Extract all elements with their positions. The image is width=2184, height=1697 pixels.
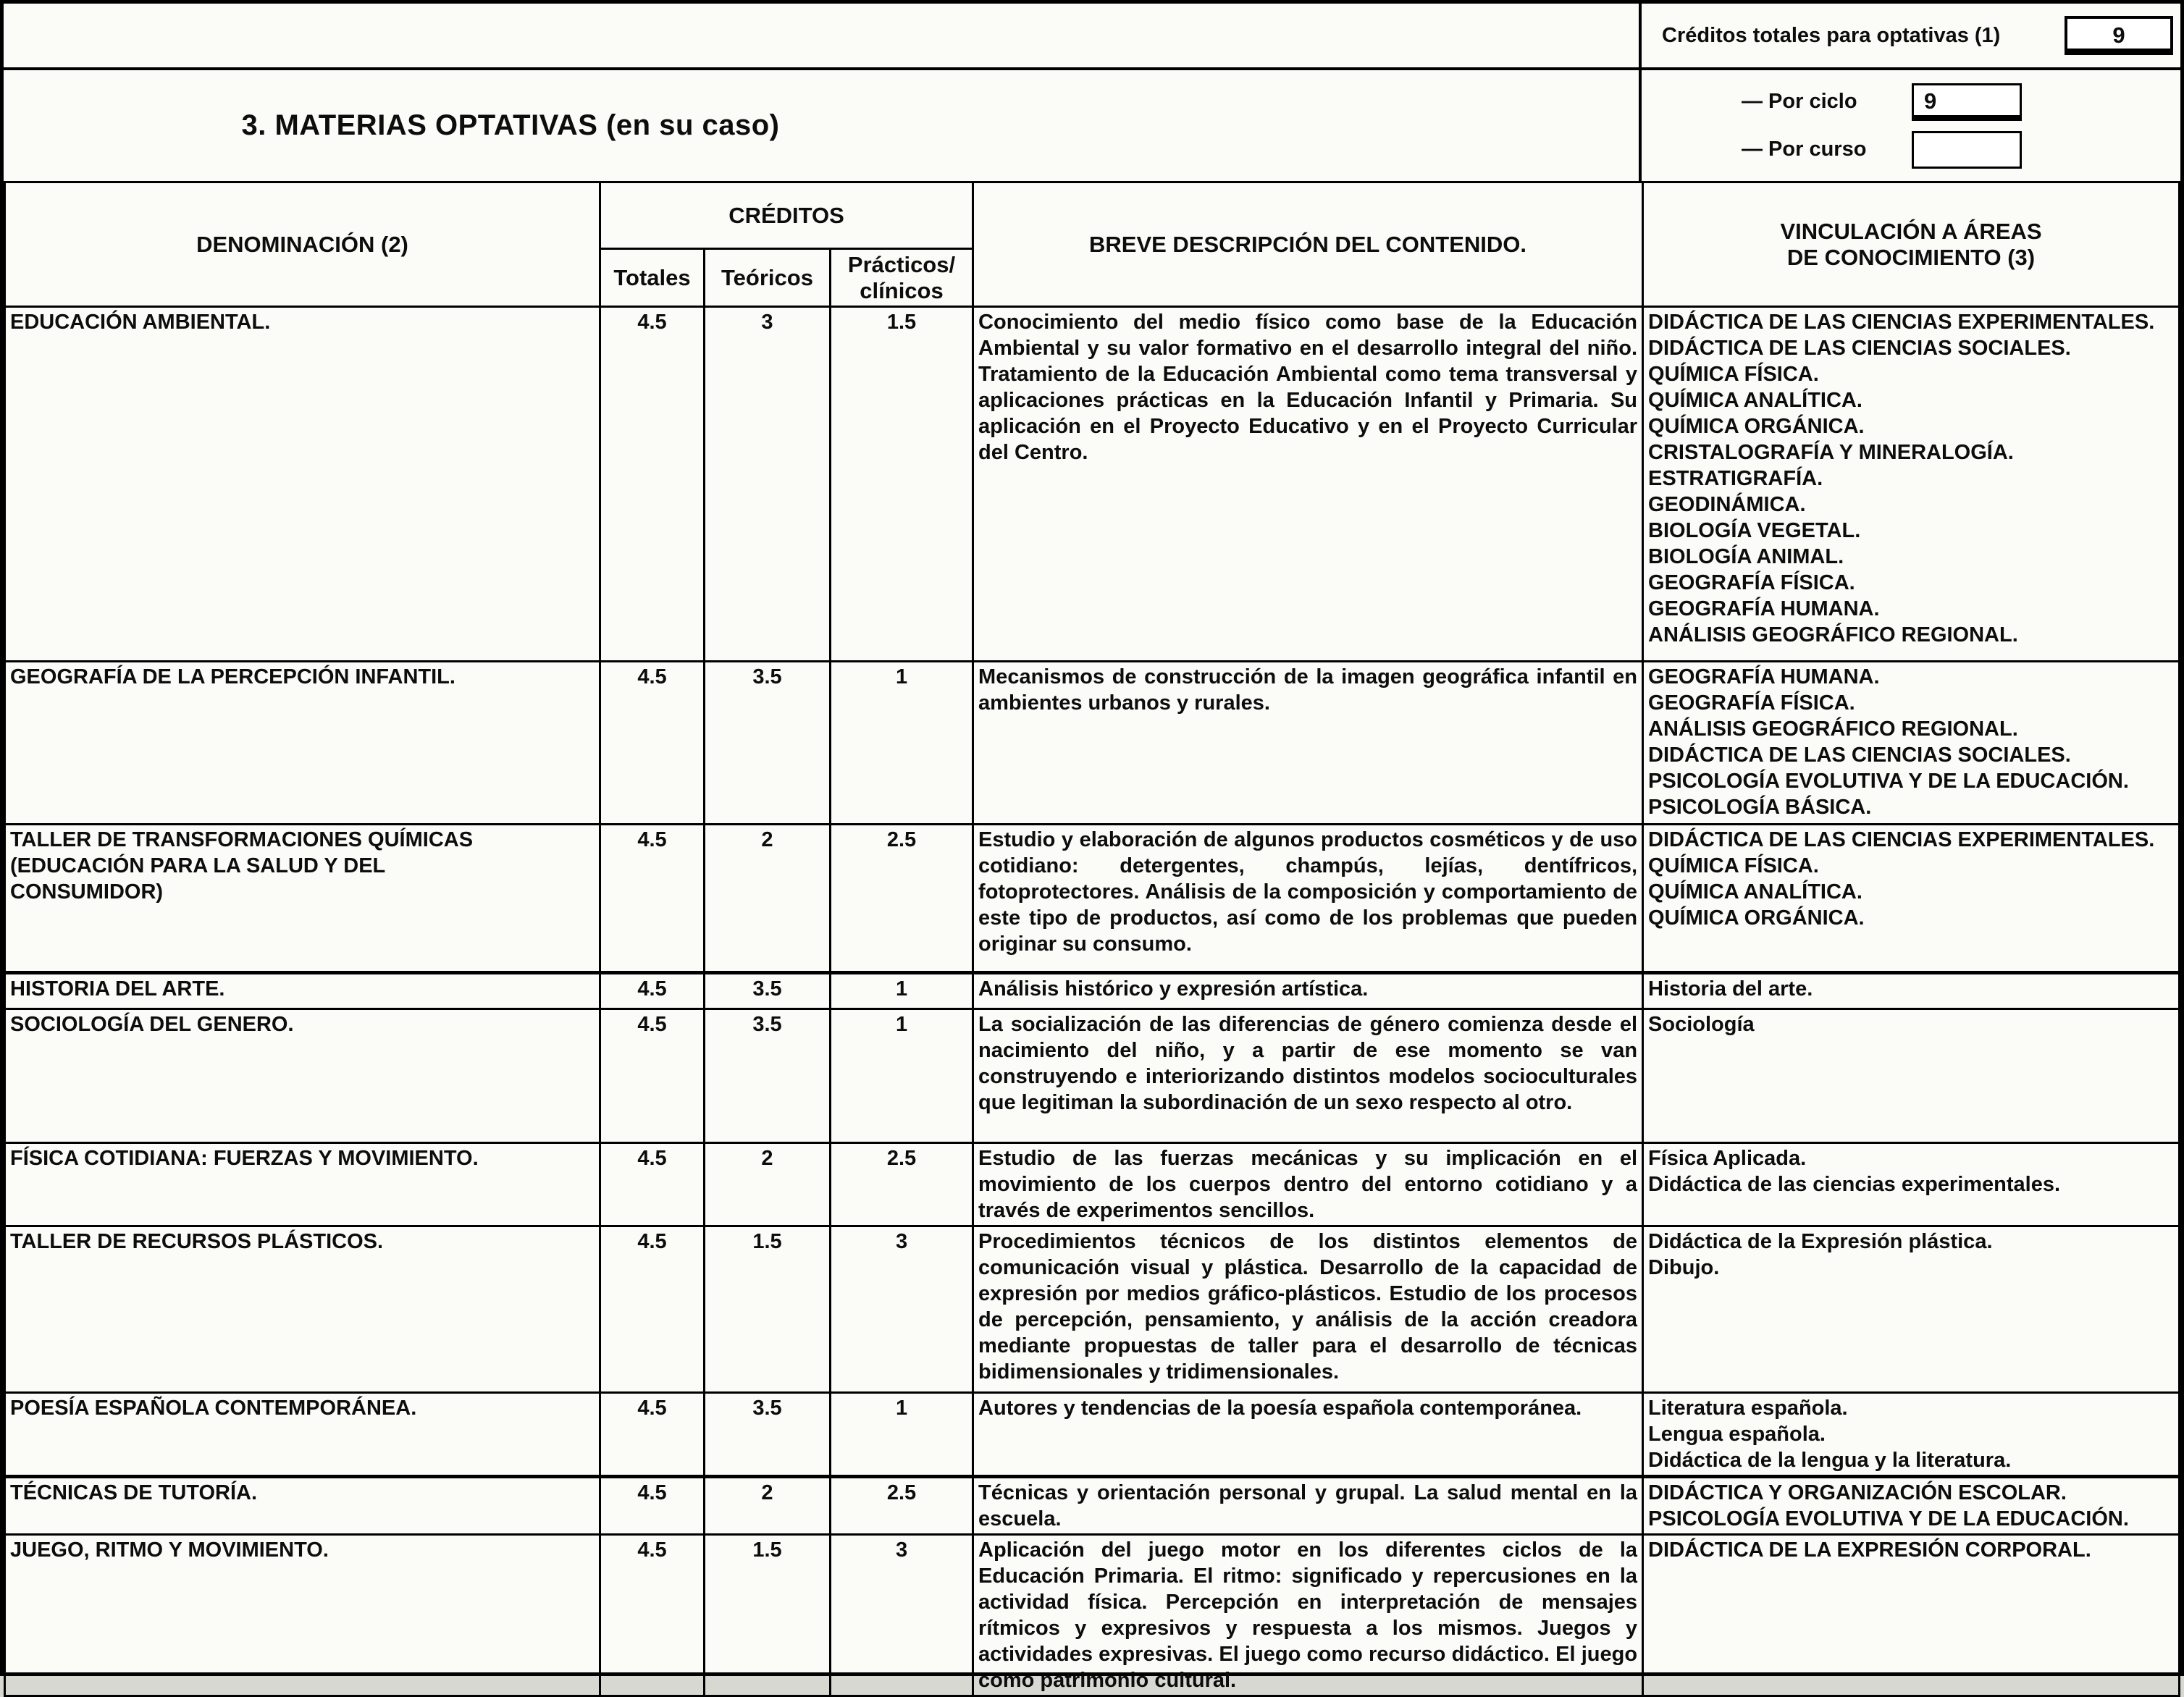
col-header-vinculacion: VINCULACIÓN A ÁREAS DE CONOCIMIENTO (3) [1643,182,2180,307]
col-header-denominacion: DENOMINACIÓN (2) [5,182,600,307]
credits-theory: 3.5 [705,1009,831,1143]
credits-total: 4.5 [600,1477,705,1535]
top-section [4,4,2180,181]
col-header-descripcion: BREVE DESCRIPCIÓN DEL CONTENIDO. [973,182,1643,307]
blank-cell [4,4,1639,70]
credits-total: 4.5 [600,1535,705,1696]
per-course-value-box [1912,131,2022,169]
cycle-course-rows [1642,70,2180,181]
knowledge-areas: GEOGRAFÍA HUMANA. GEOGRAFÍA FÍSICA. ANÁLISIS GEOGRÁFICO REGIONAL. DIDÁCTICA DE LAS CIENCIAS SOCIALES. PSICOLOGÍA EVOLUTIVA Y DE LA EDUCACIÓN. PSICOLOGÍA BÁSICA. [1643,662,2180,825]
credits-theory: 2 [705,1143,831,1226]
title-band [4,70,1639,181]
col-header-creditos: CRÉDITOS [600,182,973,249]
top-right-area [1642,4,2180,181]
subject-name: FÍSICA COTIDIANA: FUERZAS Y MOVIMIENTO. [5,1143,600,1226]
subject-name: HISTORIA DEL ARTE. [5,973,600,1009]
credits-practice: 1 [831,973,973,1009]
knowledge-areas: DIDÁCTICA Y ORGANIZACIÓN ESCOLAR. PSICOLOGÍA EVOLUTIVA Y DE LA EDUCACIÓN. [1643,1477,2180,1535]
credits-practice: 1.5 [831,307,973,662]
credits-total: 4.5 [600,1226,705,1393]
table-row [5,1009,2180,1143]
content-description: Aplicación del juego motor en los diferentes ciclos de la Educación Primaria. El ritmo: significado y repercusiones en la actividad física. Percepción en interpretación de mensajes rítmicos y expresivos y respuesta a los mismos. Juegos y actividades expresivas. El juego como recurso didáctico. El juego como patrimonio cultural. [973,1535,1643,1696]
subject-name: SOCIOLOGÍA DEL GENERO. [5,1009,600,1143]
content-description: Autores y tendencias de la poesía española contemporánea. [973,1393,1643,1477]
per-course-label: — Por curso [1742,138,1867,161]
credits-practice: 2.5 [831,1477,973,1535]
credits-theory: 2 [705,1477,831,1535]
credits-total: 4.5 [600,662,705,825]
total-credits-label: Créditos totales para optativas (1) [1662,23,2001,47]
per-cycle-row [1742,83,2180,121]
content-description: Conocimiento del medio físico como base de la Educación Ambiental y su valor formativo en el desarrollo integral del niño. Tratamiento de la Educación Ambiental como tema transversal y aplicaciones prácticas en la Educación Infantil y Primaria. Su aplicación en el Proyecto Educativo y en el Proyecto Curricular del Centro. [973,307,1643,662]
credits-practice: 1 [831,662,973,825]
knowledge-areas: Sociología [1643,1009,2180,1143]
col-header-teoricos: Teóricos [705,249,831,307]
knowledge-areas: Física Aplicada. Didáctica de las ciencias experimentales. [1643,1143,2180,1226]
subject-name: EDUCACIÓN AMBIENTAL. [5,307,600,662]
knowledge-areas: DIDÁCTICA DE LAS CIENCIAS EXPERIMENTALES. DIDÁCTICA DE LAS CIENCIAS SOCIALES. QUÍMICA FÍSICA. QUÍMICA ANALÍTICA. QUÍMICA ORGÁNICA. CRISTALOGRAFÍA Y MINERALOGÍA. ESTRATIGRAFÍA. GEODINÁMICA. BIOLOGÍA VEGETAL. BIOLOGÍA ANIMAL. GEOGRAFÍA FÍSICA. GEOGRAFÍA HUMANA. ANÁLISIS GEOGRÁFICO REGIONAL. [1643,307,2180,662]
subject-name: TALLER DE RECURSOS PLÁSTICOS. [5,1226,600,1393]
col-header-totales: Totales [600,249,705,307]
credits-theory: 2 [705,825,831,973]
optional-subjects-table [4,181,2180,1697]
content-description: Estudio de las fuerzas mecánicas y su implicación en el movimiento de los cuerpos dentro del entorno cotidiano y a través de experimentos sencillos. [973,1143,1643,1226]
content-description: Análisis histórico y expresión artística. [973,973,1643,1009]
per-cycle-value-box: 9 [1912,83,2022,121]
credits-theory: 3.5 [705,662,831,825]
content-description: Procedimientos técnicos de los distintos elementos de comunicación visual y plástica. Desarrollo de la capacidad de expresión por medios gráfico-plásticos. Estudio de los procesos de percepción, pensamiento, y análisis de la acción creadora mediante propuestas de taller para el desarrollo de técnicas bidimensionales y tridimensionales. [973,1226,1643,1393]
knowledge-areas: Literatura española. Lengua española. Didáctica de la lengua y la literatura. [1643,1393,2180,1477]
content-description: Estudio y elaboración de algunos productos cosméticos y de uso cotidiano: detergentes, champús, lejías, dentífricos, fotoprotectores. Análisis de la composición y comportamiento de este tipo de productos, así como de los problemas que pueden originar su consumo. [973,825,1643,973]
table-row [5,1535,2180,1696]
credits-practice: 3 [831,1535,973,1696]
total-credits-row [1642,4,2180,70]
content-description: Técnicas y orientación personal y grupal. La salud mental en la escuela. [973,1477,1643,1535]
credits-theory: 3.5 [705,1393,831,1477]
subject-name: TALLER DE TRANSFORMACIONES QUÍMICAS (EDUCACIÓN PARA LA SALUD Y DEL CONSUMIDOR) [5,825,600,973]
subject-name: POESÍA ESPAÑOLA CONTEMPORÁNEA. [5,1393,600,1477]
credits-practice: 2.5 [831,1143,973,1226]
subject-name: JUEGO, RITMO Y MOVIMIENTO. [5,1535,600,1696]
content-description: La socialización de las diferencias de género comienza desde el nacimiento del niño, y a partir de ese momento se van construyendo e interiorizando distintos modelos socioculturales que legitiman la subordinación de un sexo respecto al otro. [973,1009,1643,1143]
total-credits-value-box: 9 [2065,16,2173,55]
table-row [5,1226,2180,1393]
credits-practice: 3 [831,1226,973,1393]
col-header-practicos: Prácticos/ clínicos [831,249,973,307]
credits-practice: 1 [831,1393,973,1477]
credits-theory: 3 [705,307,831,662]
table-row [5,307,2180,662]
knowledge-areas: DIDÁCTICA DE LAS CIENCIAS EXPERIMENTALES. QUÍMICA FÍSICA. QUÍMICA ANALÍTICA. QUÍMICA ORGÁNICA. [1643,825,2180,973]
credits-total: 4.5 [600,1009,705,1143]
knowledge-areas: Historia del arte. [1643,973,2180,1009]
table-row [5,973,2180,1009]
table-row [5,1477,2180,1535]
page-title: 3. MATERIAS OPTATIVAS (en su caso) [241,109,780,141]
per-cycle-label: — Por ciclo [1742,90,1857,113]
table-row [5,662,2180,825]
credits-total: 4.5 [600,1393,705,1477]
credits-total: 4.5 [600,1143,705,1226]
per-course-row [1742,131,2180,169]
credits-practice: 2.5 [831,825,973,973]
credits-total: 4.5 [600,973,705,1009]
credits-total: 4.5 [600,307,705,662]
credits-theory: 1.5 [705,1535,831,1696]
credits-theory: 1.5 [705,1226,831,1393]
table-body [5,307,2180,1696]
table-row [5,1143,2180,1226]
knowledge-areas: DIDÁCTICA DE LA EXPRESIÓN CORPORAL. [1643,1535,2180,1696]
subject-name: GEOGRAFÍA DE LA PERCEPCIÓN INFANTIL. [5,662,600,825]
credits-theory: 3.5 [705,973,831,1009]
credits-total: 4.5 [600,825,705,973]
top-left-area [4,4,1642,181]
table-row [5,1393,2180,1477]
knowledge-areas: Didáctica de la Expresión plástica. Dibujo. [1643,1226,2180,1393]
table-row [5,825,2180,973]
table-header [5,182,2180,307]
content-description: Mecanismos de construcción de la imagen geográfica infantil en ambientes urbanos y rurales. [973,662,1643,825]
credits-practice: 1 [831,1009,973,1143]
subject-name: TÉCNICAS DE TUTORÍA. [5,1477,600,1535]
